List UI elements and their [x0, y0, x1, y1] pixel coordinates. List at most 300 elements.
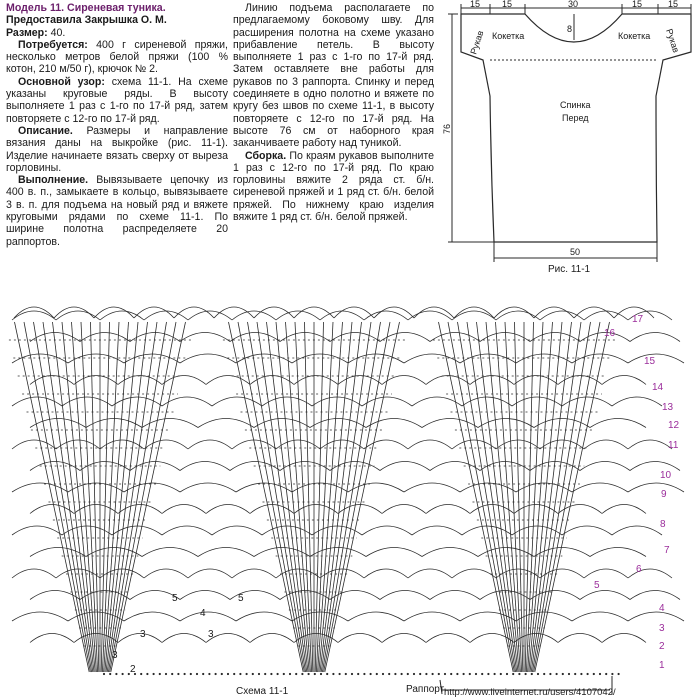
double-crochet-stitch [525, 322, 533, 672]
chain-arch [254, 419, 310, 428]
double-crochet-stitch [477, 322, 519, 672]
row-number: 2 [659, 641, 665, 652]
execution-text: Вывязываете цепочку из 400 в. п., замыкаете в кольцо, вывязываете 3 в. п. для подъема на новый ряд и вяжете круговыми рядами по схеме 11-1. По ширине полотна распределяете 20 раппортов. [6, 174, 228, 248]
chain-stitch [605, 673, 607, 675]
chart-caption: Схема 11-1 [236, 686, 289, 697]
double-crochet-stitch [530, 322, 572, 672]
chain-arch [630, 333, 680, 342]
double-crochet-stitch [110, 322, 176, 672]
chain-arch [180, 612, 236, 621]
double-crochet-stitch [229, 322, 304, 672]
double-crochet-stitch [534, 322, 600, 672]
chain-arch [12, 311, 56, 320]
double-crochet-stitch [238, 322, 304, 672]
double-crochet-stitch [324, 322, 390, 672]
chain-stitch [425, 673, 427, 675]
chain-arch [412, 526, 462, 535]
double-crochet-stitch [295, 322, 312, 672]
chain-stitch [574, 673, 576, 675]
chain-arch [530, 333, 580, 342]
chain-arch [478, 419, 534, 428]
dim-15-c: 15 [632, 0, 643, 9]
double-crochet-stitch [111, 322, 186, 672]
chain-arch [364, 311, 408, 320]
chart-inner-label: 4 [200, 608, 206, 619]
chain-arch [452, 311, 496, 320]
double-crochet-stitch [305, 322, 313, 672]
chain-arch [366, 419, 422, 428]
chain-stitch [618, 673, 620, 675]
chain-arch [144, 311, 188, 320]
chain-arch [276, 440, 320, 449]
chain-arch [430, 333, 480, 342]
chain-stitch [233, 673, 235, 675]
chain-arch [348, 612, 404, 621]
chain-stitch [165, 673, 167, 675]
chain-arch [310, 419, 366, 428]
figure-caption: Рис. 11-1 [548, 264, 591, 275]
chain-stitch [320, 673, 322, 675]
chain-arch [562, 526, 612, 535]
chain-arch [478, 548, 534, 557]
chain-stitch [122, 673, 124, 675]
chain-arch [188, 440, 232, 449]
chain-stitch [506, 673, 508, 675]
double-crochet-stitch [316, 322, 333, 672]
chain-stitch [332, 673, 334, 675]
chain-stitch [345, 673, 347, 675]
chain-arch [530, 591, 580, 600]
chain-stitch [456, 673, 458, 675]
chain-stitch [103, 673, 105, 675]
chain-arch [162, 634, 206, 643]
chain-arch [430, 462, 480, 471]
chain-arch [628, 483, 684, 492]
chain-arch [590, 419, 646, 428]
chain-arch [362, 526, 412, 535]
chain-stitch [611, 673, 613, 675]
yoke-label-left: Кокетка [492, 31, 525, 41]
chain-stitch [376, 673, 378, 675]
chain-stitch [401, 673, 403, 675]
chain-stitch [549, 673, 551, 675]
chain-arch [180, 462, 230, 471]
chart-inner-label: 3 [140, 629, 146, 640]
double-crochet-stitch [526, 322, 543, 672]
size-value: 40. [50, 26, 66, 39]
chain-arch [628, 440, 672, 449]
sleeve-label-left: Рукав [468, 29, 486, 56]
chain-stitch [351, 673, 353, 675]
chain-arch [180, 354, 236, 363]
chain-arch [404, 354, 460, 363]
scallop [14, 307, 54, 318]
chain-arch [320, 311, 364, 320]
chain-stitch [264, 673, 266, 675]
chain-arch [212, 526, 262, 535]
chain-arch [162, 526, 212, 535]
chain-stitch [531, 673, 533, 675]
chain-arch [408, 311, 452, 320]
article-title: Модель 11. Сиреневая туника. [6, 2, 166, 14]
chain-arch [188, 569, 232, 578]
double-crochet-stitch [108, 322, 166, 672]
row-number: 12 [668, 420, 680, 431]
chain-arch [572, 354, 628, 363]
chain-arch [74, 505, 118, 514]
chain-arch [12, 440, 56, 449]
chain-stitch [469, 673, 471, 675]
description-label: Описание. [18, 124, 73, 137]
chain-arch [408, 569, 452, 578]
chain-arch [100, 311, 144, 320]
chain-arch [580, 591, 630, 600]
chain-arch [496, 311, 540, 320]
assembly-text: По краям рукавов выполните 1 раз с 12-го по 17-й ряд. По краю горловины вяжите 2 ряда ст. б/н. сиреневой пряжей и 1 ряд ст. б/н. белой пряжей. По нижнему краю изделия вяжите 1 ряд ст. б/н. белой пряжей. [233, 149, 434, 224]
chain-arch [382, 634, 426, 643]
row-number: 5 [594, 580, 600, 591]
double-crochet-stitch [320, 322, 362, 672]
chain-arch [380, 462, 430, 471]
chain-stitch [215, 673, 217, 675]
row-number: 13 [662, 402, 674, 413]
double-crochet-stitch [319, 322, 352, 672]
chain-arch [250, 634, 294, 643]
chain-stitch [382, 673, 384, 675]
double-crochet-stitch [248, 322, 306, 672]
chain-arch [142, 548, 198, 557]
chain-stitch [481, 673, 483, 675]
chain-arch [462, 397, 512, 406]
double-crochet-stitch [439, 322, 514, 672]
chain-stitch [109, 673, 111, 675]
chain-arch [628, 569, 672, 578]
chain-stitch [432, 673, 434, 675]
row-number: 11 [668, 440, 679, 451]
double-crochet-stitch [101, 322, 109, 672]
chain-stitch [252, 673, 254, 675]
scallop [334, 307, 374, 318]
chain-arch [338, 376, 382, 385]
chain-stitch [301, 673, 303, 675]
chain-arch [236, 612, 292, 621]
chain-stitch [363, 673, 365, 675]
chain-stitch [177, 673, 179, 675]
chain-stitch [475, 673, 477, 675]
row-number: 10 [660, 470, 672, 481]
chain-arch [74, 376, 118, 385]
chain-stitch [444, 673, 446, 675]
source-url: http://www.liveinternet.ru/users/4107042/ [444, 687, 616, 698]
crochet-chart [9, 307, 684, 675]
description-text: Размеры и направление вязания даны на выкройке (рис. 11-1). Изделие начинаете вязать сверху от выреза горловины. [6, 124, 228, 174]
chain-arch [212, 397, 262, 406]
assembly-label: Сборка. [245, 149, 287, 162]
chain-arch [628, 612, 684, 621]
chain-arch [460, 612, 516, 621]
chain-stitch [525, 673, 527, 675]
scallop [454, 307, 494, 318]
scallop [174, 307, 214, 318]
chain-arch [630, 462, 680, 471]
double-crochet-stitch [107, 322, 157, 672]
chain-arch [294, 505, 338, 514]
double-crochet-stitch [531, 322, 581, 672]
double-crochet-stitch [91, 322, 99, 672]
execution-label: Выполнение. [18, 174, 89, 187]
chain-arch [124, 612, 180, 621]
chain-arch [540, 569, 584, 578]
scallop [54, 307, 94, 318]
chain-arch [162, 376, 206, 385]
chain-arch [426, 634, 470, 643]
double-crochet-stitch [318, 322, 343, 672]
chain-stitch [140, 673, 142, 675]
chain-stitch [196, 673, 198, 675]
chain-arch [426, 505, 470, 514]
scallop [134, 307, 174, 318]
chain-arch [612, 526, 662, 535]
rapport-label: Раппорт [406, 684, 445, 695]
double-crochet-stitch [276, 322, 309, 672]
double-crochet-stitch [325, 322, 400, 672]
double-crochet-stitch [267, 322, 309, 672]
chart-inner-label: 3 [112, 650, 118, 661]
chain-stitch [190, 673, 192, 675]
chain-arch [380, 591, 430, 600]
chain-stitch [599, 673, 601, 675]
chain-arch [12, 526, 62, 535]
materials-label: Потребуется: [18, 38, 88, 51]
chain-stitch [239, 673, 241, 675]
double-crochet-stitch [72, 322, 97, 672]
pattern-text: схема 11-1. На схеме указаны круговые ряды. В высоту выполняете 1 раз с 1-го по 17-й ряд, затем повторяете с 12-го по 17-й ряд. [6, 75, 228, 125]
chain-stitch [277, 673, 279, 675]
chain-arch [198, 548, 254, 557]
row-number: 3 [659, 623, 665, 634]
double-crochet-stitch [24, 322, 90, 672]
chain-stitch [450, 673, 452, 675]
chain-arch [30, 634, 74, 643]
double-crochet-stitch [315, 322, 323, 672]
double-crochet-stitch [62, 322, 95, 672]
chain-stitch [115, 673, 117, 675]
row-number: 15 [644, 356, 656, 367]
chain-stitch [512, 673, 514, 675]
chain-arch [584, 311, 628, 320]
chain-stitch [308, 673, 310, 675]
chain-stitch [562, 673, 564, 675]
chain-arch [330, 333, 380, 342]
chain-arch [584, 440, 628, 449]
chain-arch [558, 634, 602, 643]
chain-arch [514, 376, 558, 385]
chain-stitch [159, 673, 161, 675]
chain-arch [56, 311, 100, 320]
double-crochet-stitch [104, 322, 129, 672]
chain-arch [276, 311, 320, 320]
double-crochet-stitch [81, 322, 98, 672]
chain-arch [206, 376, 250, 385]
chain-arch [602, 505, 646, 514]
chain-arch [198, 419, 254, 428]
chain-arch [422, 419, 478, 428]
dim-15-a: 15 [470, 0, 481, 9]
chain-stitch [487, 673, 489, 675]
double-crochet-stitch [322, 322, 380, 672]
chain-arch [180, 483, 236, 492]
chain-stitch [258, 673, 260, 675]
chain-arch [590, 548, 646, 557]
chain-stitch [518, 673, 520, 675]
chain-arch [514, 505, 558, 514]
double-crochet-stitch [528, 322, 553, 672]
chain-arch [452, 569, 496, 578]
chain-stitch [388, 673, 390, 675]
dim-30: 30 [568, 0, 579, 9]
garment-outline [461, 14, 691, 242]
chain-arch [366, 548, 422, 557]
chain-stitch [413, 673, 415, 675]
chain-arch [30, 505, 74, 514]
chain-stitch [419, 673, 421, 675]
scallop [414, 307, 454, 318]
chain-arch [232, 311, 276, 320]
double-crochet-stitch [257, 322, 307, 672]
chain-stitch [394, 673, 396, 675]
chain-arch [144, 569, 188, 578]
double-crochet-stitch [458, 322, 516, 672]
chain-arch [250, 505, 294, 514]
chart-inner-label: 2 [130, 664, 136, 675]
chain-stitch [283, 673, 285, 675]
double-crochet-stitch [15, 322, 90, 672]
chain-arch [162, 505, 206, 514]
double-crochet-stitch [532, 322, 590, 672]
scallop [214, 307, 254, 318]
chain-arch [534, 548, 590, 557]
chain-arch [382, 376, 426, 385]
chain-arch [628, 354, 684, 363]
chart-inner-label: 5 [238, 593, 244, 604]
row-number: 17 [632, 314, 644, 325]
chain-arch [362, 397, 412, 406]
chain-stitch [339, 673, 341, 675]
chain-stitch [357, 673, 359, 675]
chain-arch [516, 354, 572, 363]
chain-arch [232, 569, 276, 578]
chain-stitch [289, 673, 291, 675]
row-number: 1 [659, 660, 665, 671]
chain-stitch [202, 673, 204, 675]
chain-arch [422, 548, 478, 557]
chain-arch [180, 591, 230, 600]
row-number: 16 [604, 328, 616, 339]
chain-arch [206, 505, 250, 514]
chain-arch [86, 548, 142, 557]
chain-stitch [153, 673, 155, 675]
chain-stitch [227, 673, 229, 675]
chain-arch [364, 569, 408, 578]
neck-depth-value: 8 [567, 24, 573, 34]
scallop [574, 307, 614, 318]
chain-stitch [295, 673, 297, 675]
chain-arch [382, 505, 426, 514]
chain-arch [470, 505, 514, 514]
chain-arch [12, 569, 56, 578]
chain-stitch [407, 673, 409, 675]
row-number: 14 [652, 382, 664, 393]
chain-arch [292, 612, 348, 621]
chain-arch [68, 354, 124, 363]
chain-stitch [500, 673, 502, 675]
chain-arch [612, 397, 662, 406]
chain-stitch [568, 673, 570, 675]
chain-stitch [314, 673, 316, 675]
double-crochet-stitch [53, 322, 95, 672]
continuation-paragraph: Линию подъема располагаете по предлагаемому боковому шву. Для расширения полотна на схеме указано прибавление петель. В высоту выполняете 1 раз с 1-го по 17-й ряд. Затем оставляете вне работы для рукавов по 3 раппорта. Спинку и перед соединяете в одно полотно и вяжете по кругу без швов по схеме 11-1, в высоту повторяете с 12-го по 17-й ряд. На высоте 76 см от наборного края заканчиваете работу над туникой. [233, 2, 434, 150]
chain-stitch [587, 673, 589, 675]
height-value: 76 [442, 123, 452, 134]
chain-arch [338, 634, 382, 643]
chart-inner-label: 5 [172, 593, 178, 604]
chain-stitch [463, 673, 465, 675]
chain-arch [408, 440, 452, 449]
chain-stitch [494, 673, 496, 675]
chain-stitch [146, 673, 148, 675]
chain-stitch [246, 673, 248, 675]
row-number: 7 [664, 545, 670, 556]
chain-stitch [184, 673, 186, 675]
chain-arch [230, 333, 280, 342]
row-number: 8 [660, 519, 666, 530]
pattern-label: Основной узор: [18, 75, 105, 88]
chain-arch [294, 376, 338, 385]
dim-15-d: 15 [668, 0, 679, 9]
chain-arch [404, 483, 460, 492]
scallop [254, 307, 294, 318]
chain-arch [112, 397, 162, 406]
chain-stitch [326, 673, 328, 675]
chain-stitch [370, 673, 372, 675]
chain-arch [426, 376, 470, 385]
chain-arch [572, 483, 628, 492]
chain-stitch [171, 673, 173, 675]
chain-arch [404, 612, 460, 621]
double-crochet-stitch [467, 322, 517, 672]
chain-arch [580, 462, 630, 471]
row-number-column [594, 314, 680, 671]
chain-arch [180, 333, 230, 342]
chain-arch [188, 311, 232, 320]
chain-arch [602, 634, 646, 643]
chain-arch [630, 591, 680, 600]
double-crochet-stitch [34, 322, 92, 672]
double-crochet-stitch [529, 322, 562, 672]
chain-stitch [270, 673, 272, 675]
sleeve-label-right: Рукав [664, 27, 682, 54]
chain-arch [320, 440, 364, 449]
chain-arch [12, 612, 68, 621]
chain-stitch [438, 673, 440, 675]
chain-arch [572, 612, 628, 621]
chain-arch [124, 483, 180, 492]
chain-stitch [543, 673, 545, 675]
chain-arch [540, 311, 584, 320]
size-label: Размер: [6, 26, 48, 39]
row-number: 4 [659, 603, 665, 614]
dim-15-b: 15 [502, 0, 513, 9]
